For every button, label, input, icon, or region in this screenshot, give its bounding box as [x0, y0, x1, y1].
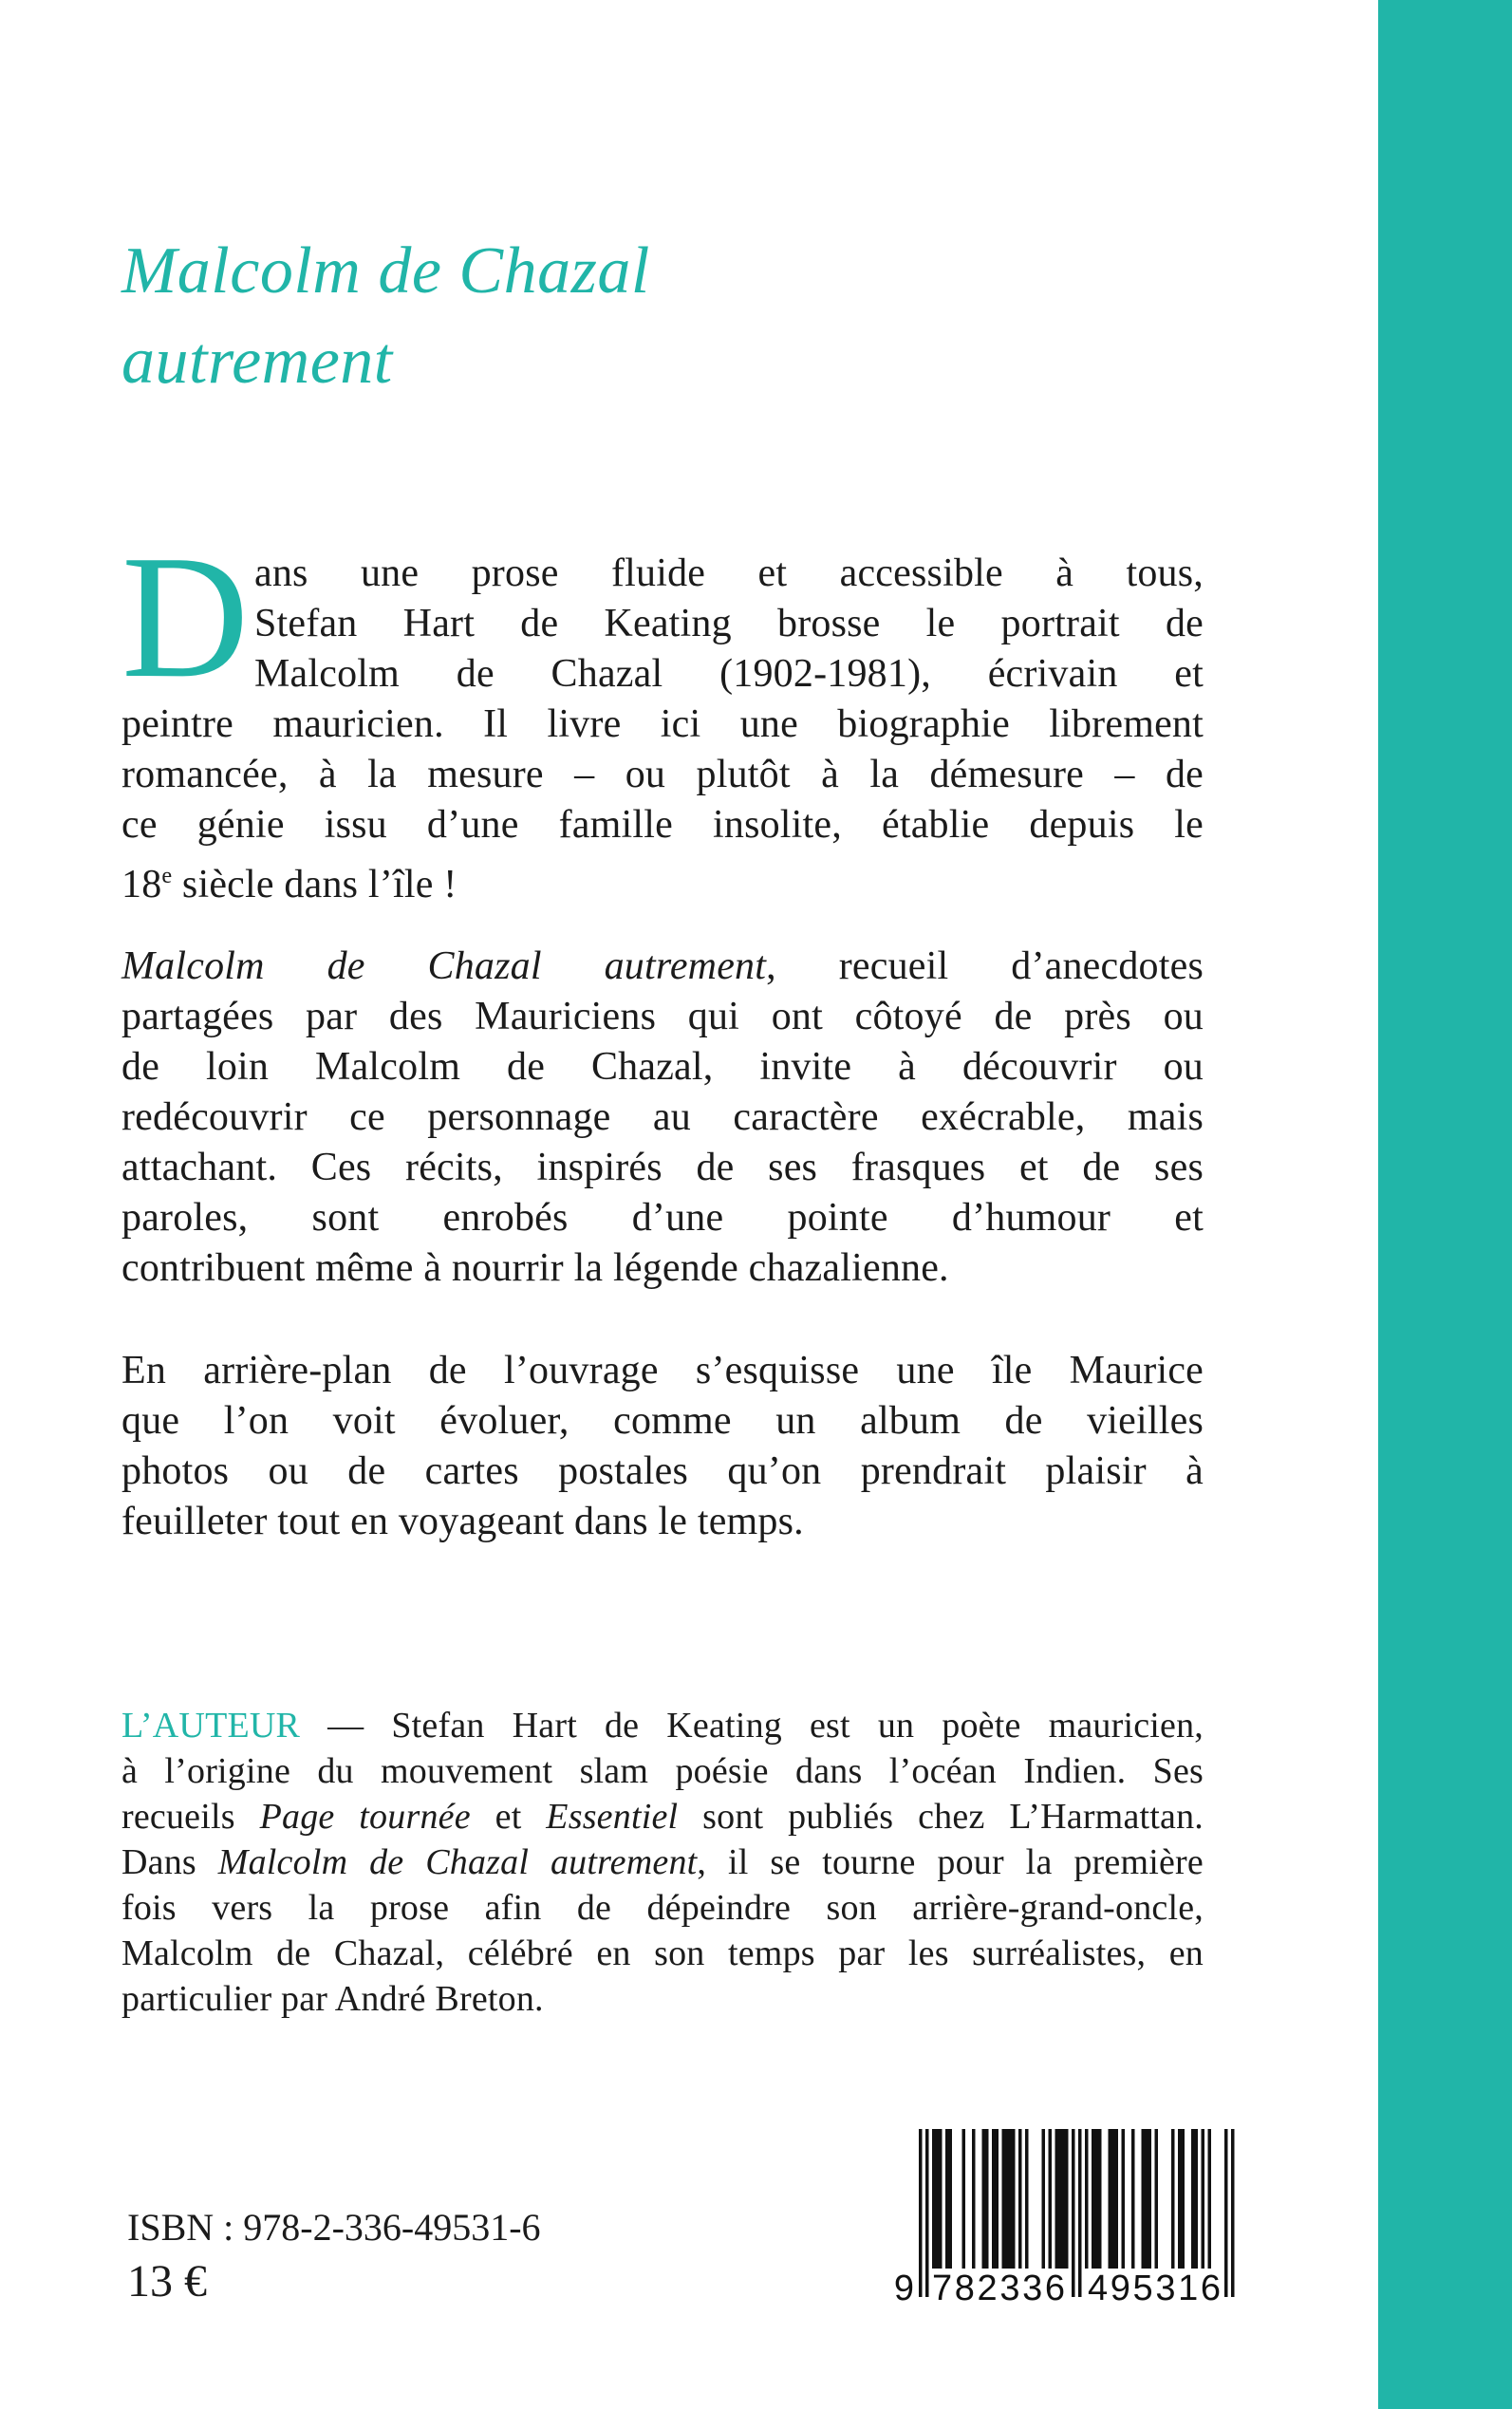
text-line: fois vers la prose afin de dépeindre son arrière-grand-oncle, [121, 1888, 1204, 1928]
text-line: L’AUTEUR — Stefan Hart de Keating est un poète mauricien, [121, 1706, 1204, 1746]
text-line: contribuent même à nourrir la légende chazalienne. [121, 1246, 949, 1290]
isbn-text: ISBN : 978-2-336-49531-6 [127, 2206, 541, 2249]
synopsis-paragraph-2 [121, 942, 1204, 1294]
author-lines [121, 1703, 1204, 2022]
barcode-digits: 9 [893, 2269, 914, 2305]
text-line: de loin Malcolm de Chazal, invite à découvrir ou [121, 1045, 1204, 1089]
text-line: attachant. Ces récits, inspirés de ses frasques et de ses [121, 1146, 1204, 1189]
text-line: à l’origine du mouvement slam poésie dans l’océan Indien. Ses [121, 1751, 1204, 1791]
text-line: peintre mauricien. Il livre ici une biographie librement [121, 702, 1204, 746]
paragraph-1-lines [121, 549, 1204, 910]
text-line: ce génie issu d’une famille insolite, établie depuis le [121, 803, 1204, 847]
drop-cap: D [121, 519, 250, 715]
paragraph-2-lines [121, 942, 1204, 1294]
text-line: Dans Malcolm de Chazal autrement, il se tourne pour la première [121, 1842, 1204, 1882]
text-line: paroles, sont enrobés d’une pointe d’humour et [121, 1196, 1204, 1240]
book-title-line-1: Malcolm de Chazal [121, 234, 650, 308]
book-title [121, 226, 1213, 406]
text-line: photos ou de cartes postales qu’on prendrait plaisir à [121, 1449, 1204, 1493]
book-title-line-2: autrement [121, 325, 393, 398]
synopsis-paragraph-3 [121, 1346, 1204, 1547]
synopsis-paragraph-1 [121, 519, 1204, 910]
text-line: Malcolm de Chazal (1902-1981), écrivain et [254, 652, 1204, 696]
text-line: 18e siècle dans l’île ! [121, 863, 457, 906]
barcode-digits: 782336 [932, 2269, 1065, 2305]
text-line: particulier par André Breton. [121, 1979, 544, 2019]
text-line: redécouvrir ce personnage au caractère exécrable, mais [121, 1095, 1204, 1139]
text-line: recueils Page tournée et Essentiel sont publiés chez L’Harmattan. [121, 1797, 1204, 1837]
barcode-digits: 495316 [1088, 2269, 1221, 2305]
barcode [886, 2129, 1246, 2305]
teal-side-stripe [1378, 0, 1512, 2409]
text-line: partagées par des Mauriciens qui ont côtoyé de près ou [121, 995, 1204, 1038]
text-line: Stefan Hart de Keating brosse le portrait de [254, 602, 1204, 645]
text-line: feuilleter tout en voyageant dans le temps. [121, 1500, 804, 1543]
barcode-svg [886, 2129, 1246, 2305]
paragraph-3-lines [121, 1346, 1204, 1547]
text-line: que l’on voit évoluer, comme un album de vieilles [121, 1399, 1204, 1443]
text-line: romancée, à la mesure – ou plutôt à la démesure – de [121, 753, 1204, 796]
text-line: ans une prose fluide et accessible à tous, [254, 551, 1204, 595]
text-line: Malcolm de Chazal autrement, recueil d’anecdotes [121, 944, 1204, 988]
text-line: Malcolm de Chazal, célébré en son temps par les surréalistes, en [121, 1933, 1204, 1973]
author-section [121, 1703, 1204, 2022]
text-line: En arrière-plan de l’ouvrage s’esquisse une île Maurice [121, 1349, 1204, 1392]
price-text: 13 € [127, 2256, 207, 2306]
